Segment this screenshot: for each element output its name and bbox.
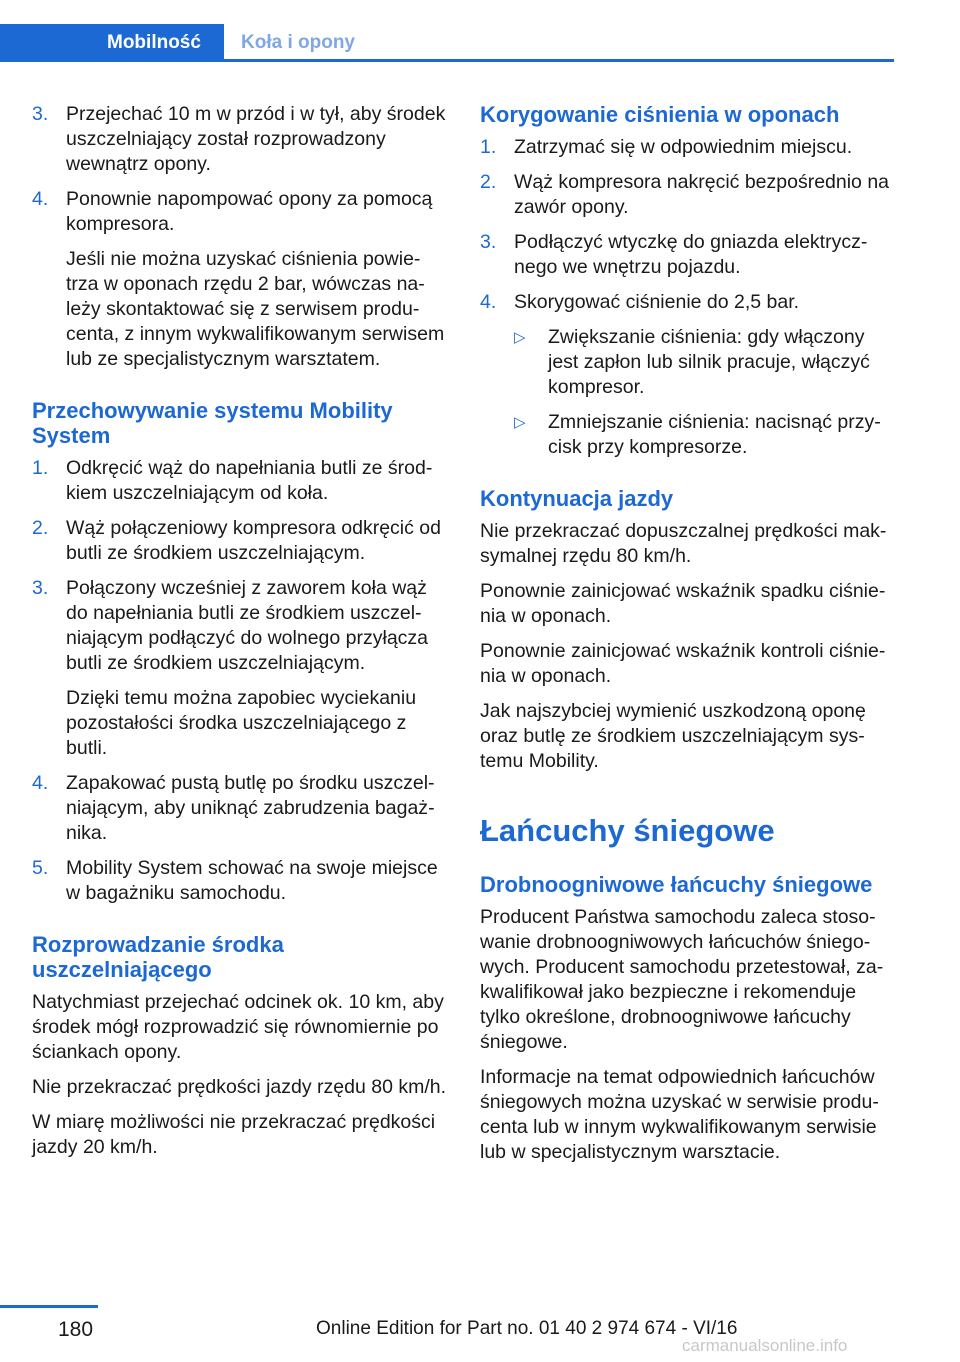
page-header: [0, 24, 894, 62]
list-item: [480, 290, 896, 460]
chains-title: Łańcuchy śniegowe: [480, 813, 775, 848]
distribution-heading: Rozprowadzanie środka uszczelniającego: [32, 932, 284, 982]
list-item: [480, 230, 896, 280]
step-text: Przejechać 10 m w przód i w tył, aby środek uszczelniający został rozprowadzony wewnątrz opony.: [66, 103, 446, 175]
chains-heading: Drobnoogniwowe łańcuchy śniegowe: [480, 872, 873, 897]
step-text: Połączony wcześniej z zaworem koła wąż do napełniania butli ze środkiem uszczelniającym podłączyć do wolnego przyłącza butli ze środkiem uszczelniającym.: [66, 577, 429, 674]
step-text: Ponownie napompować opony za pomocą kompresora.: [66, 188, 433, 235]
step-number: 1.: [32, 457, 49, 479]
bullet-text: Zwiększanie ciśnienia: gdy włączony jest zapłon lub silnik pracuje, włączyć kompresor.: [548, 326, 870, 398]
step-note: Jeśli nie można uzyskać ciśnienia powietrza w oponach rzędu 2 bar, wówczas należy skontaktować się z serwisem producenta, z innym wykwalifikowanym serwisem lub ze specjalistycznym warsztatem.: [66, 248, 445, 370]
step-text: Mobility System schować na swoje miejsce w bagażniku samochodu.: [66, 857, 438, 904]
step-note: Dzięki temu można zapobiec wyciekaniu pozostałości środka uszczelniającego z butli.: [66, 687, 417, 759]
bullet-text: Zmniejszanie ciśnienia: nacisnąć przycisk przy kompresorze.: [548, 411, 881, 458]
step-text: Zapakować pustą butlę po środku uszczelniającym, aby uniknąć zabrudzenia bagażnika.: [66, 772, 435, 844]
list-item: [32, 187, 446, 372]
step-number: 4.: [480, 291, 497, 313]
step-number: 2.: [32, 517, 49, 539]
pressure-bullets: [514, 325, 896, 460]
bullet-item: [514, 325, 896, 400]
list-item: [32, 856, 446, 906]
step-text: Skorygować ciśnienie do 2,5 bar.: [514, 291, 800, 313]
step-number: 5.: [32, 857, 49, 879]
paragraph: Producent Państwa samochodu zaleca stosowanie drobnoogniwowych łańcuchów śniegowych. Producent samochodu przetestował, zakwalifikował jako bezpieczne i rekomenduje tylko określone, drobnoogniwowe łańcuchy śniegowe.: [480, 906, 884, 1053]
right-column: [480, 102, 896, 1175]
watermark: carmanualsonline.info: [682, 1336, 848, 1355]
left-column: [32, 102, 446, 1170]
header-section-tab: Mobilność: [0, 24, 224, 62]
continue-text: [480, 519, 896, 774]
paragraph: Informacje na temat odpowiednich łańcuchów śniegowych można uzyskać w serwisie producenta lub w innym wykwalifikowanym serwisie lub w specjalistycznym warsztacie.: [480, 1066, 879, 1163]
paragraph: Jak najszybciej wymienić uszkodzoną oponę oraz butlę ze środkiem uszczelniającym systemu Mobility.: [480, 700, 866, 772]
step-text: Zatrzymać się w odpowiednim miejscu.: [514, 136, 853, 158]
step-text: Wąż połączeniowy kompresora odkręcić od butli ze środkiem uszczelniającym.: [66, 517, 441, 564]
edition-note: Online Edition for Part no. 01 40 2 974 674 - VI/16: [316, 1318, 738, 1339]
distribution-text: [32, 990, 446, 1160]
storage-heading: Przechowywanie systemu Mobility System: [32, 398, 393, 448]
page-number: 180: [58, 1318, 94, 1341]
header-rule: [224, 59, 894, 62]
storage-steps: [32, 456, 446, 906]
paragraph: Nie przekraczać prędkości jazdy rzędu 80 km/h.: [32, 1076, 447, 1098]
step-number: 3.: [32, 103, 49, 125]
list-item: [32, 516, 446, 566]
footer-rule: [0, 1305, 98, 1308]
triangle-right-icon: ▷: [514, 414, 526, 431]
step-text: Wąż kompresora nakręcić bezpośrednio na zawór opony.: [514, 171, 890, 218]
header-chapter-tab: Koła i opony: [241, 32, 355, 53]
repair-steps-continued: [32, 102, 446, 372]
list-item: [32, 576, 446, 761]
step-number: 4.: [32, 188, 49, 210]
list-item: [480, 135, 896, 160]
list-item: [32, 456, 446, 506]
list-item: [480, 170, 896, 220]
step-text: Odkręcić wąż do napełniania butli ze środkiem uszczelniającym od koła.: [66, 457, 433, 504]
triangle-right-icon: ▷: [514, 329, 526, 346]
step-number: 2.: [480, 171, 497, 193]
step-number: 3.: [480, 231, 497, 253]
paragraph: Ponownie zainicjować wskaźnik kontroli ciśnienia w oponach.: [480, 640, 886, 687]
paragraph: W miarę możliwości nie przekraczać prędkości jazdy 20 km/h.: [32, 1111, 436, 1158]
step-number: 4.: [32, 772, 49, 794]
step-number: 1.: [480, 136, 497, 158]
pressure-steps: [480, 135, 896, 460]
chains-text: [480, 905, 896, 1165]
paragraph: Ponownie zainicjować wskaźnik spadku ciśnienia w oponach.: [480, 580, 886, 627]
paragraph: Natychmiast przejechać odcinek ok. 10 km, aby środek mógł rozprowadzić się równomiernie po ściankach opony.: [32, 991, 444, 1063]
continue-heading: Kontynuacja jazdy: [480, 486, 674, 511]
list-item: [32, 771, 446, 846]
step-text: Podłączyć wtyczkę do gniazda elektrycznego we wnętrzu pojazdu.: [514, 231, 868, 278]
step-number: 3.: [32, 577, 49, 599]
pressure-heading: Korygowanie ciśnienia w oponach: [480, 102, 840, 127]
bullet-item: [514, 410, 896, 460]
list-item: [32, 102, 446, 177]
paragraph: Nie przekraczać dopuszczalnej prędkości maksymalnej rzędu 80 km/h.: [480, 520, 887, 567]
